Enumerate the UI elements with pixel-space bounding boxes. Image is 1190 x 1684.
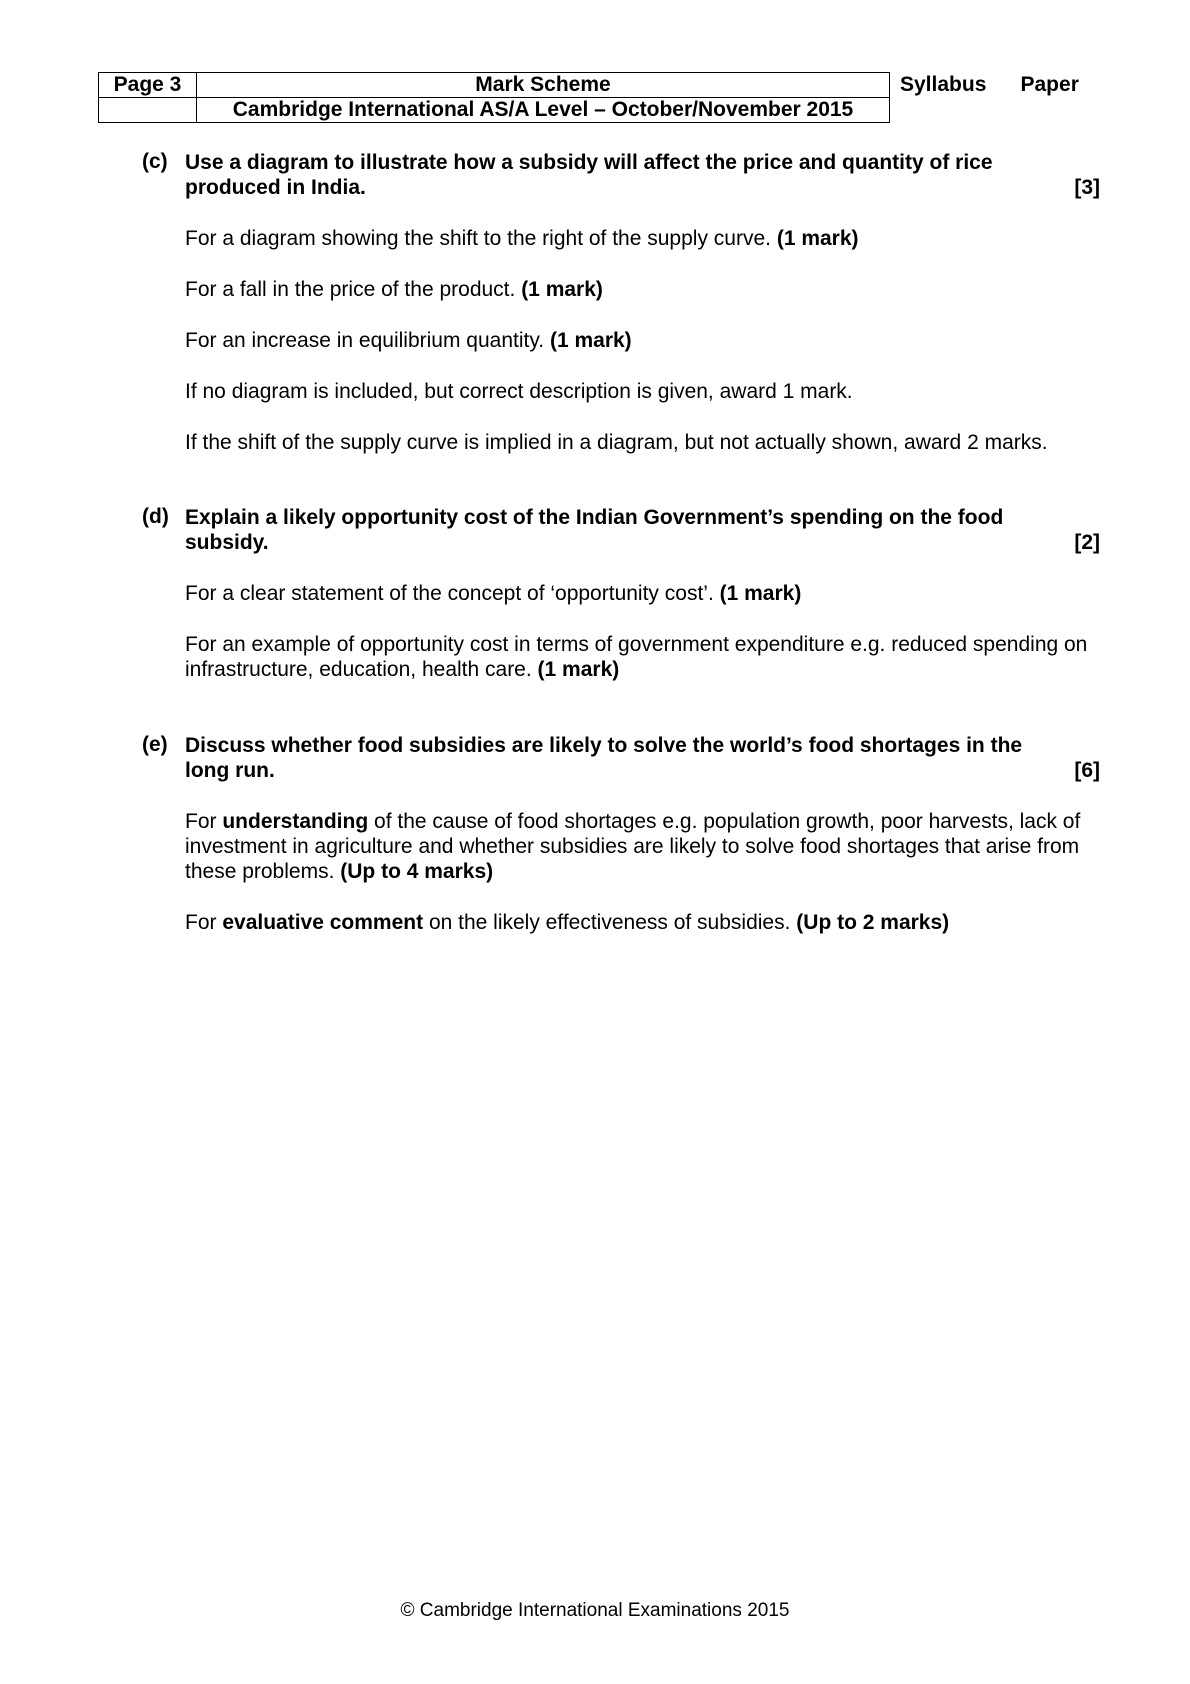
section-c — [142, 150, 1100, 455]
marks-badge: [3] — [1074, 176, 1100, 199]
mark-criterion: For evaluative comment on the likely effectiveness of subsidies. (Up to 2 marks) — [185, 911, 950, 934]
mark-value: (Up to 2 marks) — [796, 911, 950, 934]
keyword: understanding — [222, 810, 369, 833]
empty-cell — [890, 98, 1011, 123]
paper-label: Paper — [1020, 73, 1079, 96]
mark-criterion: For a fall in the price of the product. (1 mark) — [185, 278, 603, 301]
mark-value: (1 mark) — [719, 582, 802, 605]
document-title: Mark Scheme — [197, 73, 890, 98]
mark-value: (Up to 4 marks) — [340, 860, 494, 883]
question-text: Explain a likely opportunity cost of the Indian Government’s spending on the food subsidy. [2] — [185, 506, 1100, 554]
mark-value: (1 mark) — [776, 227, 859, 250]
question-label: (c) — [142, 150, 168, 173]
header-table — [98, 72, 1101, 123]
marks-badge: [6] — [1074, 759, 1100, 782]
mark-value: (1 mark) — [521, 278, 603, 301]
section-d — [142, 505, 1100, 682]
document-subtitle: Cambridge International AS/A Level – October/November 2015 — [197, 98, 890, 123]
mark-criterion: For a clear statement of the concept of ‘opportunity cost’. (1 mark) — [185, 582, 802, 605]
question-body — [185, 150, 1100, 455]
mark-criterion: For a diagram showing the shift to the right of the supply curve. (1 mark) — [185, 227, 859, 250]
mark-value: (1 mark) — [537, 658, 620, 681]
question-label: (e) — [142, 733, 168, 756]
mark-criterion: For an increase in equilibrium quantity. (1 mark) — [185, 329, 632, 352]
page-number: Page 3 — [99, 73, 197, 98]
empty-cell — [99, 98, 197, 123]
empty-cell — [1011, 98, 1101, 123]
question-body — [185, 505, 1100, 682]
mark-note: If the shift of the supply curve is implied in a diagram, but not actually shown, award 2 marks. — [185, 431, 1048, 454]
mark-value: (1 mark) — [549, 329, 632, 352]
question-body — [185, 733, 1100, 935]
keyword: evaluative comment — [222, 911, 424, 934]
section-e — [142, 733, 1100, 935]
mark-note: If no diagram is included, but correct description is given, award 1 mark. — [185, 380, 853, 403]
marks-badge: [2] — [1074, 531, 1100, 554]
question-text: Use a diagram to illustrate how a subsidy will affect the price and quantity of rice produced in India. [3] — [185, 151, 1100, 199]
mark-criterion: For an example of opportunity cost in terms of government expenditure e.g. reduced spending on infrastructure, education, health care. (1 mark) — [185, 633, 1088, 681]
mark-criterion: For understanding of the cause of food shortages e.g. population growth, poor harvests, lack of investment in agriculture and whether subsidies are likely to solve food shortages that arise from these problems. (Up to 4 marks) — [185, 810, 1081, 883]
question-text: Discuss whether food subsidies are likely to solve the world’s food shortages in the long run. [6] — [185, 734, 1100, 782]
question-label: (d) — [142, 505, 169, 528]
syllabus-label: Syllabus — [900, 73, 987, 96]
copyright-footer: © Cambridge International Examinations 2015 — [400, 1600, 790, 1621]
